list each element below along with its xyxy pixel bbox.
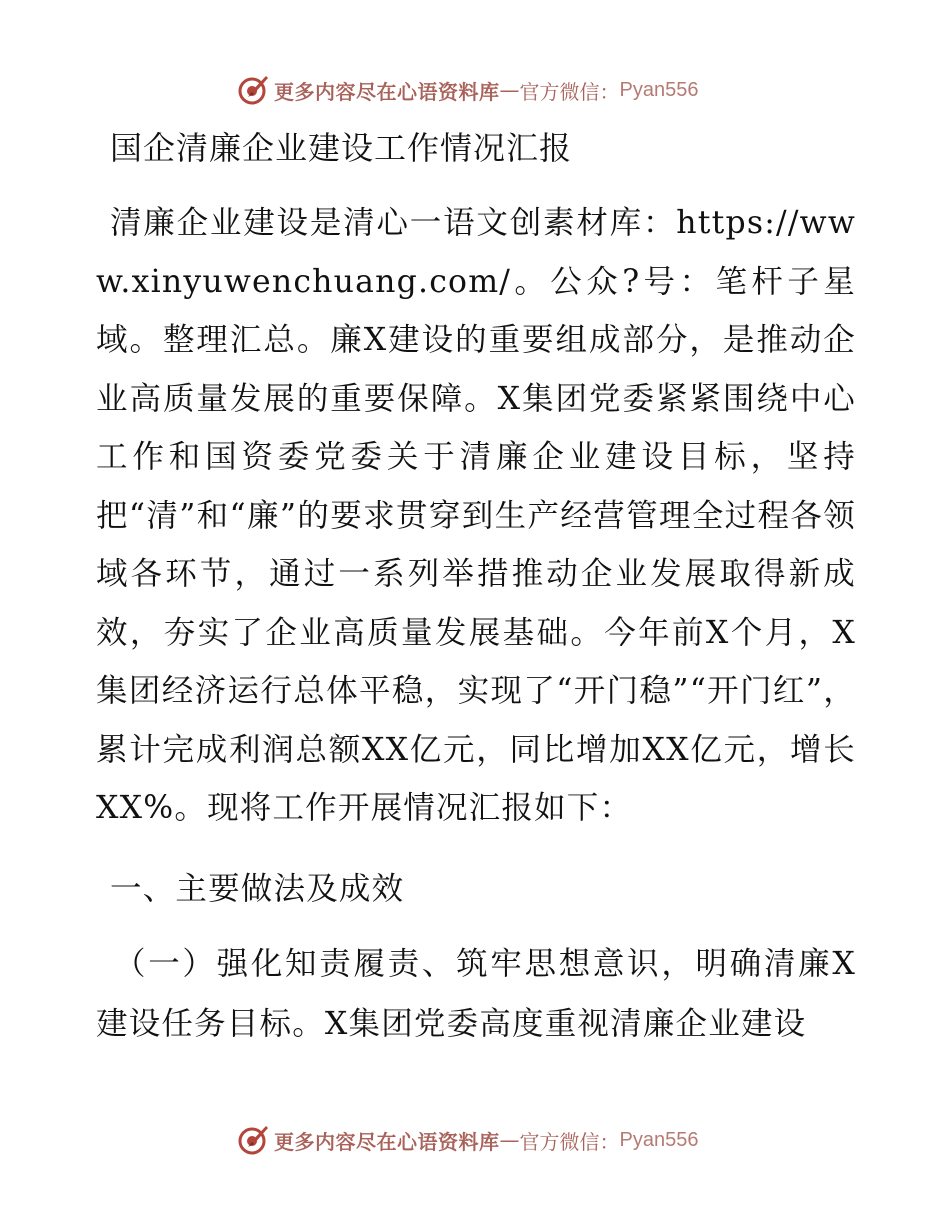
quill-pen-logo-icon [236,73,270,107]
section-heading: 一、主要做法及成效 [110,870,405,907]
watermark-dash: — [499,78,520,102]
document-body [96,124,856,1054]
subsection-paragraph: （一）强化知责履责、筑牢思想意识，明确清廉X建设任务目标。X集团党委高度重视清廉企业建设 [96,945,856,1042]
watermark-wechat-id: Pyan556 [619,78,699,101]
watermark-official-label: 官方微信： [519,1129,620,1154]
watermark-dash: — [499,1128,520,1152]
watermark-site-text: 更多内容尽在心语资料库 [274,1129,500,1154]
watermark-wechat-id: Pyan556 [619,1128,699,1151]
header-watermark [236,72,698,108]
intro-paragraph: 清廉企业建设是清心一语文创素材库：https://www.xinyuwenchuang.com/。公众?号：笔杆子星域。整理汇总。廉X建设的重要组成部分，是推动企业高质量发展的重要保障。X集团党委紧紧围绕中心工作和国资委党委关于清廉企业建设目标，坚持把“清”和“廉”的要求贯穿到生产经营管理全过程各领域各环节，通过一系列举措推动企业发展取得新成效，夯实了企业高质量发展基础。今年前X个月，X集团经济运行总体平稳，实现了“开门稳”“开门红”，累计完成利润总额XX亿元，同比增加XX亿元，增长XX%。现将工作开展情况汇报如下： [96,205,856,826]
watermark-site-text: 更多内容尽在心语资料库 [274,79,500,104]
footer-watermark [236,1122,698,1158]
quill-pen-logo-icon [236,1123,270,1157]
document-title: 国企清廉企业建设工作情况汇报 [110,129,573,167]
watermark-official-label: 官方微信： [519,79,620,104]
